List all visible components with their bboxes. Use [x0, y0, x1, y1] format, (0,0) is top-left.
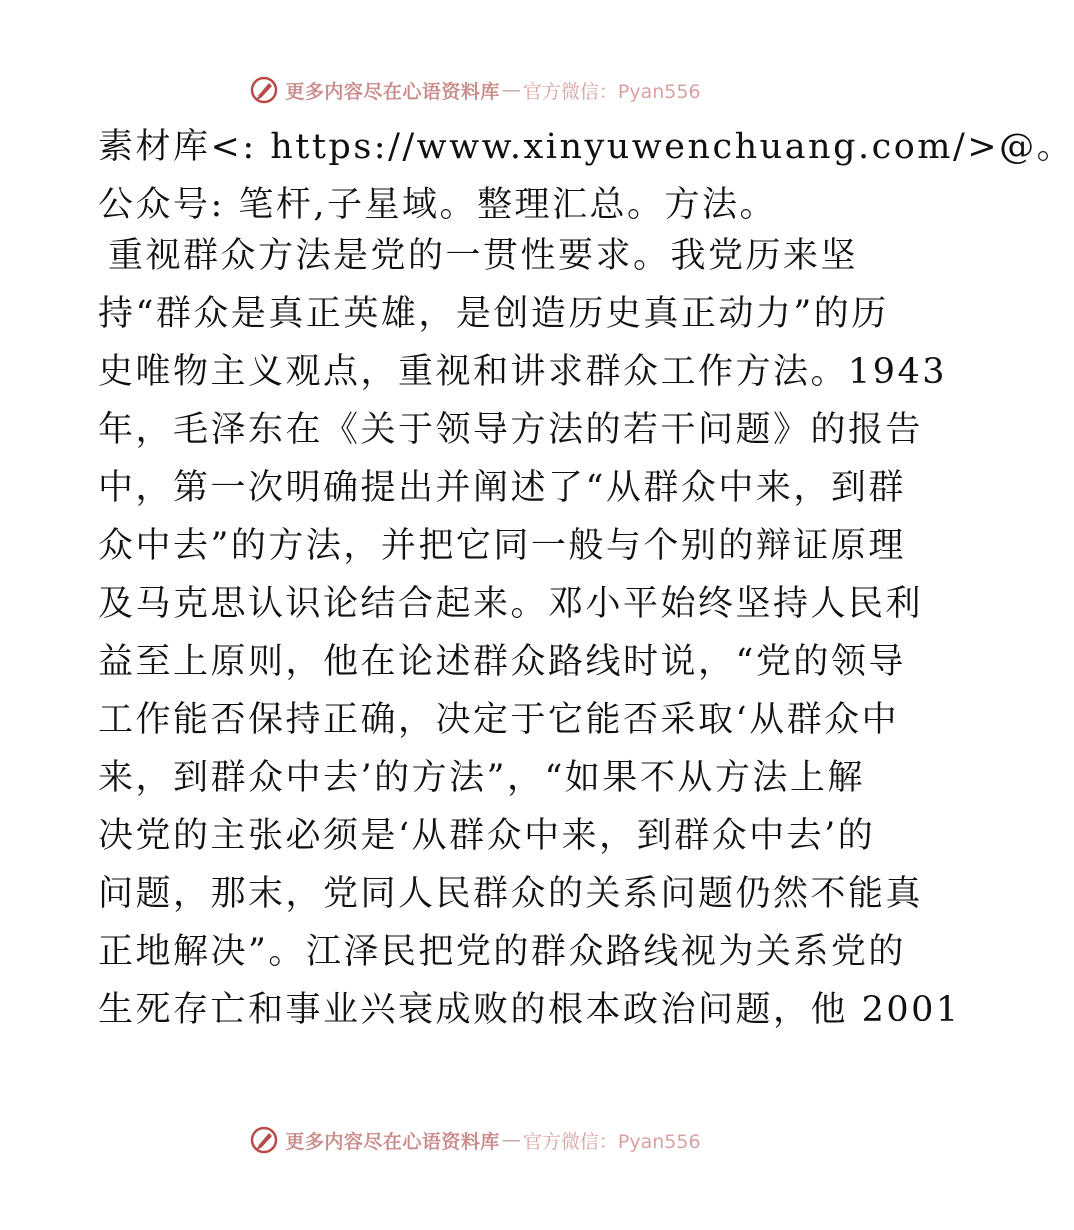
text-line: 生死存亡和事业兴衰成败的根本政治问题，他 2001 — [98, 990, 961, 1030]
text-line: 益至上原则，他在论述群众路线时说，“党的领导 — [98, 642, 906, 682]
text-line: 众中去”的方法，并把它同一般与个别的辩证原理 — [98, 526, 906, 566]
header-watermark — [0, 70, 950, 110]
wechat-id: 官方微信：Pyan556 — [522, 80, 701, 103]
source-line: 素材库<: https://www.xinyuwenchuang.com/>@。 — [98, 127, 1074, 167]
text-line: 史唯物主义观点，重视和讲求群众工作方法。1943 — [98, 352, 948, 392]
pen-logo-icon — [249, 1125, 279, 1155]
text-line: 决党的主张必须是‘从群众中来，到群众中去’的 — [98, 816, 876, 856]
promo-text: 更多内容尽在心语资料库 — [285, 1130, 500, 1153]
text-line: 问题，那末，党同人民群众的关系问题仍然不能真 — [98, 874, 924, 914]
text-line: 持“群众是真正英雄，是创造历史真正动力”的历 — [98, 294, 889, 334]
separator: — — [501, 79, 521, 101]
promo-text: 更多内容尽在心语资料库 — [285, 80, 500, 103]
source-block — [98, 118, 1074, 234]
wechat-id: 官方微信：Pyan556 — [522, 1130, 701, 1153]
body-paragraph — [98, 227, 961, 1039]
footer-watermark — [0, 1120, 950, 1160]
text-line: 中，第一次明确提出并阐述了“从群众中来，到群 — [98, 468, 906, 508]
text-line: 年，毛泽东在《关于领导方法的若干问题》的报告 — [98, 410, 924, 450]
text-line: 来，到群众中去’的方法”，“如果不从方法上解 — [98, 758, 865, 798]
pen-logo-icon — [249, 75, 279, 105]
text-line: 正地解决”。江泽民把党的群众路线视为关系党的 — [98, 932, 906, 972]
text-line: 及马克思认识论结合起来。邓小平始终坚持人民利 — [98, 584, 924, 624]
separator: — — [501, 1129, 521, 1151]
source-line: 公众号: 笔杆,子星域。整理汇总。方法。 — [98, 185, 778, 225]
text-line: 重视群众方法是党的一贯性要求。我党历来坚 — [108, 236, 859, 276]
text-line: 工作能否保持正确，决定于它能否采取‘从群众中 — [98, 700, 900, 740]
